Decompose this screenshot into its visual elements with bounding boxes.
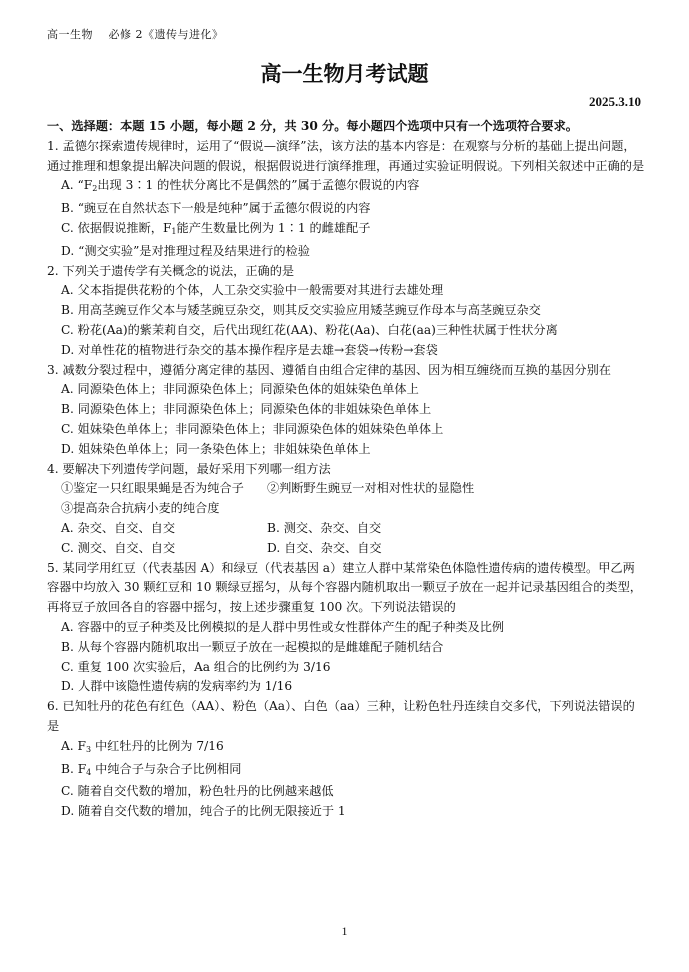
- question-stem: 2. 下列关于遗传学有关概念的说法，正确的是: [47, 263, 295, 278]
- question-6: [47, 697, 645, 822]
- option-d: D. 自交、杂交、自交: [267, 540, 382, 555]
- item-3: ③提高杂合抗病小麦的纯合度: [61, 501, 220, 516]
- option-row: [47, 539, 645, 559]
- option-c: C. 重复 100 次实验后，Aa 组合的比例约为 3/16: [61, 659, 331, 674]
- option-b: B. 同源染色体上；非同源染色体上；同源染色体的非姐妹染色单体上: [61, 402, 432, 417]
- option-a: A. $F_3$ 中红牡丹的比例为 7/16: [61, 738, 224, 754]
- question-stem: 4. 要解决下列遗传学问题，最好采用下列哪一组方法: [47, 461, 331, 476]
- section-heading: 一、选择题：本题 15 小题，每小题 2 分，共 30 分。每小题四个选项中只有一个选项符合要求。: [47, 119, 578, 133]
- question-5: [47, 559, 645, 698]
- option-c: C. 姐妹染色单体上；非同源染色体上；非同源染色体的姐妹染色单体上: [61, 421, 444, 436]
- question-stem: 6. 已知牡丹的花色有红色（AA）、粉色（Aa）、白色（aa）三种，让粉色牡丹连续自交多代，下列说法错误的是: [47, 699, 635, 733]
- question-stem: 5. 某同学用红豆（代表基因 A）和绿豆（代表基因 a）建立人群中某常染色体隐性遗传病的遗传模型。甲乙两容器中均放入 30 颗红豆和 10 颗绿豆摇匀，从每个容器内随机取出一颗豆子放在一起并记录基因组合的类型，再将豆子放回各自的容器中摇匀，按上述步骤重复 100 次。下列说法错误的: [47, 560, 642, 615]
- option-a: A. 杂交、自交、自交: [61, 520, 176, 535]
- question-4: [47, 460, 645, 559]
- question-3: [47, 361, 645, 460]
- option-d: D. 对单性花的植物进行杂交的基本操作程序是去雄→套袋→传粉→套袋: [61, 342, 438, 357]
- option-a: A. 同源染色体上；非同源染色体上；同源染色体的姐妹染色单体上: [61, 382, 419, 397]
- item-1: ①鉴定一只红眼果蝇是否为纯合子: [61, 481, 244, 496]
- exam-content: [47, 117, 645, 822]
- option-c: C. 依据假说推断，$F_1$能产生数量比例为 1∶1 的雌雄配子: [61, 220, 371, 236]
- option-c: C. 粉花(Aa)的紫茉莉自交，后代出现红花(AA)、粉花(Aa)、白花(aa)三种性状属于性状分离: [61, 322, 558, 337]
- option-b: B. “豌豆在自然状态下一般是纯种”属于孟德尔假说的内容: [61, 201, 371, 216]
- item-2: ②判断野生豌豆一对相对性状的显隐性: [267, 481, 475, 496]
- question-2: [47, 262, 645, 361]
- question-items: [47, 479, 645, 499]
- option-b: B. 用高茎豌豆作父本与矮茎豌豆杂交，则其反交实验应用矮茎豌豆作母本与高茎豌豆杂交: [61, 303, 541, 318]
- option-a: A. 容器中的豆子种类及比例模拟的是人群中男性或女性群体产生的配子种类及比例: [61, 619, 505, 634]
- option-d: D. 随着自交代数的增加，纯合子的比例无限接近于 1: [61, 804, 346, 819]
- option-row: [47, 519, 645, 539]
- option-d: D. “测交实验”是对推理过程及结果进行的检验: [61, 243, 310, 258]
- question-stem: 1. 孟德尔探索遗传规律时，运用了“假说—演绎”法，该方法的基本内容是：在观察与分析的基础上提出问题，通过推理和想象提出解决问题的假说，根据假说进行演绎推理，再通过实验证明假说。下列相关叙述中正确的是: [47, 138, 645, 173]
- option-c: C. 测交、自交、自交: [61, 540, 176, 555]
- option-a: A. 父本指提供花粉的个体，人工杂交实验中一般需要对其进行去雄处理: [61, 283, 444, 298]
- option-a: A. “$F_2$出现 3∶1 的性状分离比不是偶然的”属于孟德尔假说的内容: [61, 178, 420, 194]
- option-d: D. 姐妹染色单体上；同一条染色体上；非姐妹染色单体上: [61, 441, 371, 456]
- question-stem: 3. 减数分裂过程中，遵循分离定律的基因、遵循自由组合定律的基因、因为相互缠绕而互换的基因分别在: [47, 362, 611, 377]
- exam-title: 高一生物月考试题: [260, 62, 429, 86]
- option-b: B. 从每个容器内随机取出一颗豆子放在一起模拟的是雌雄配子随机结合: [61, 639, 444, 654]
- option-b: B. $F_4$ 中纯合子与杂合子比例相同: [61, 761, 242, 777]
- option-d: D. 人群中该隐性遗传病的发病率约为 1/16: [61, 679, 293, 694]
- option-b: B. 测交、杂交、自交: [267, 520, 382, 535]
- exam-date: 2025.3.10: [589, 94, 641, 109]
- page-number: 1: [341, 924, 348, 938]
- option-c: C. 随着自交代数的增加，粉色牡丹的比例越来越低: [61, 784, 334, 799]
- question-1: [47, 137, 645, 262]
- page-header: 高一生物 必修 2《遗传与进化》: [47, 28, 224, 41]
